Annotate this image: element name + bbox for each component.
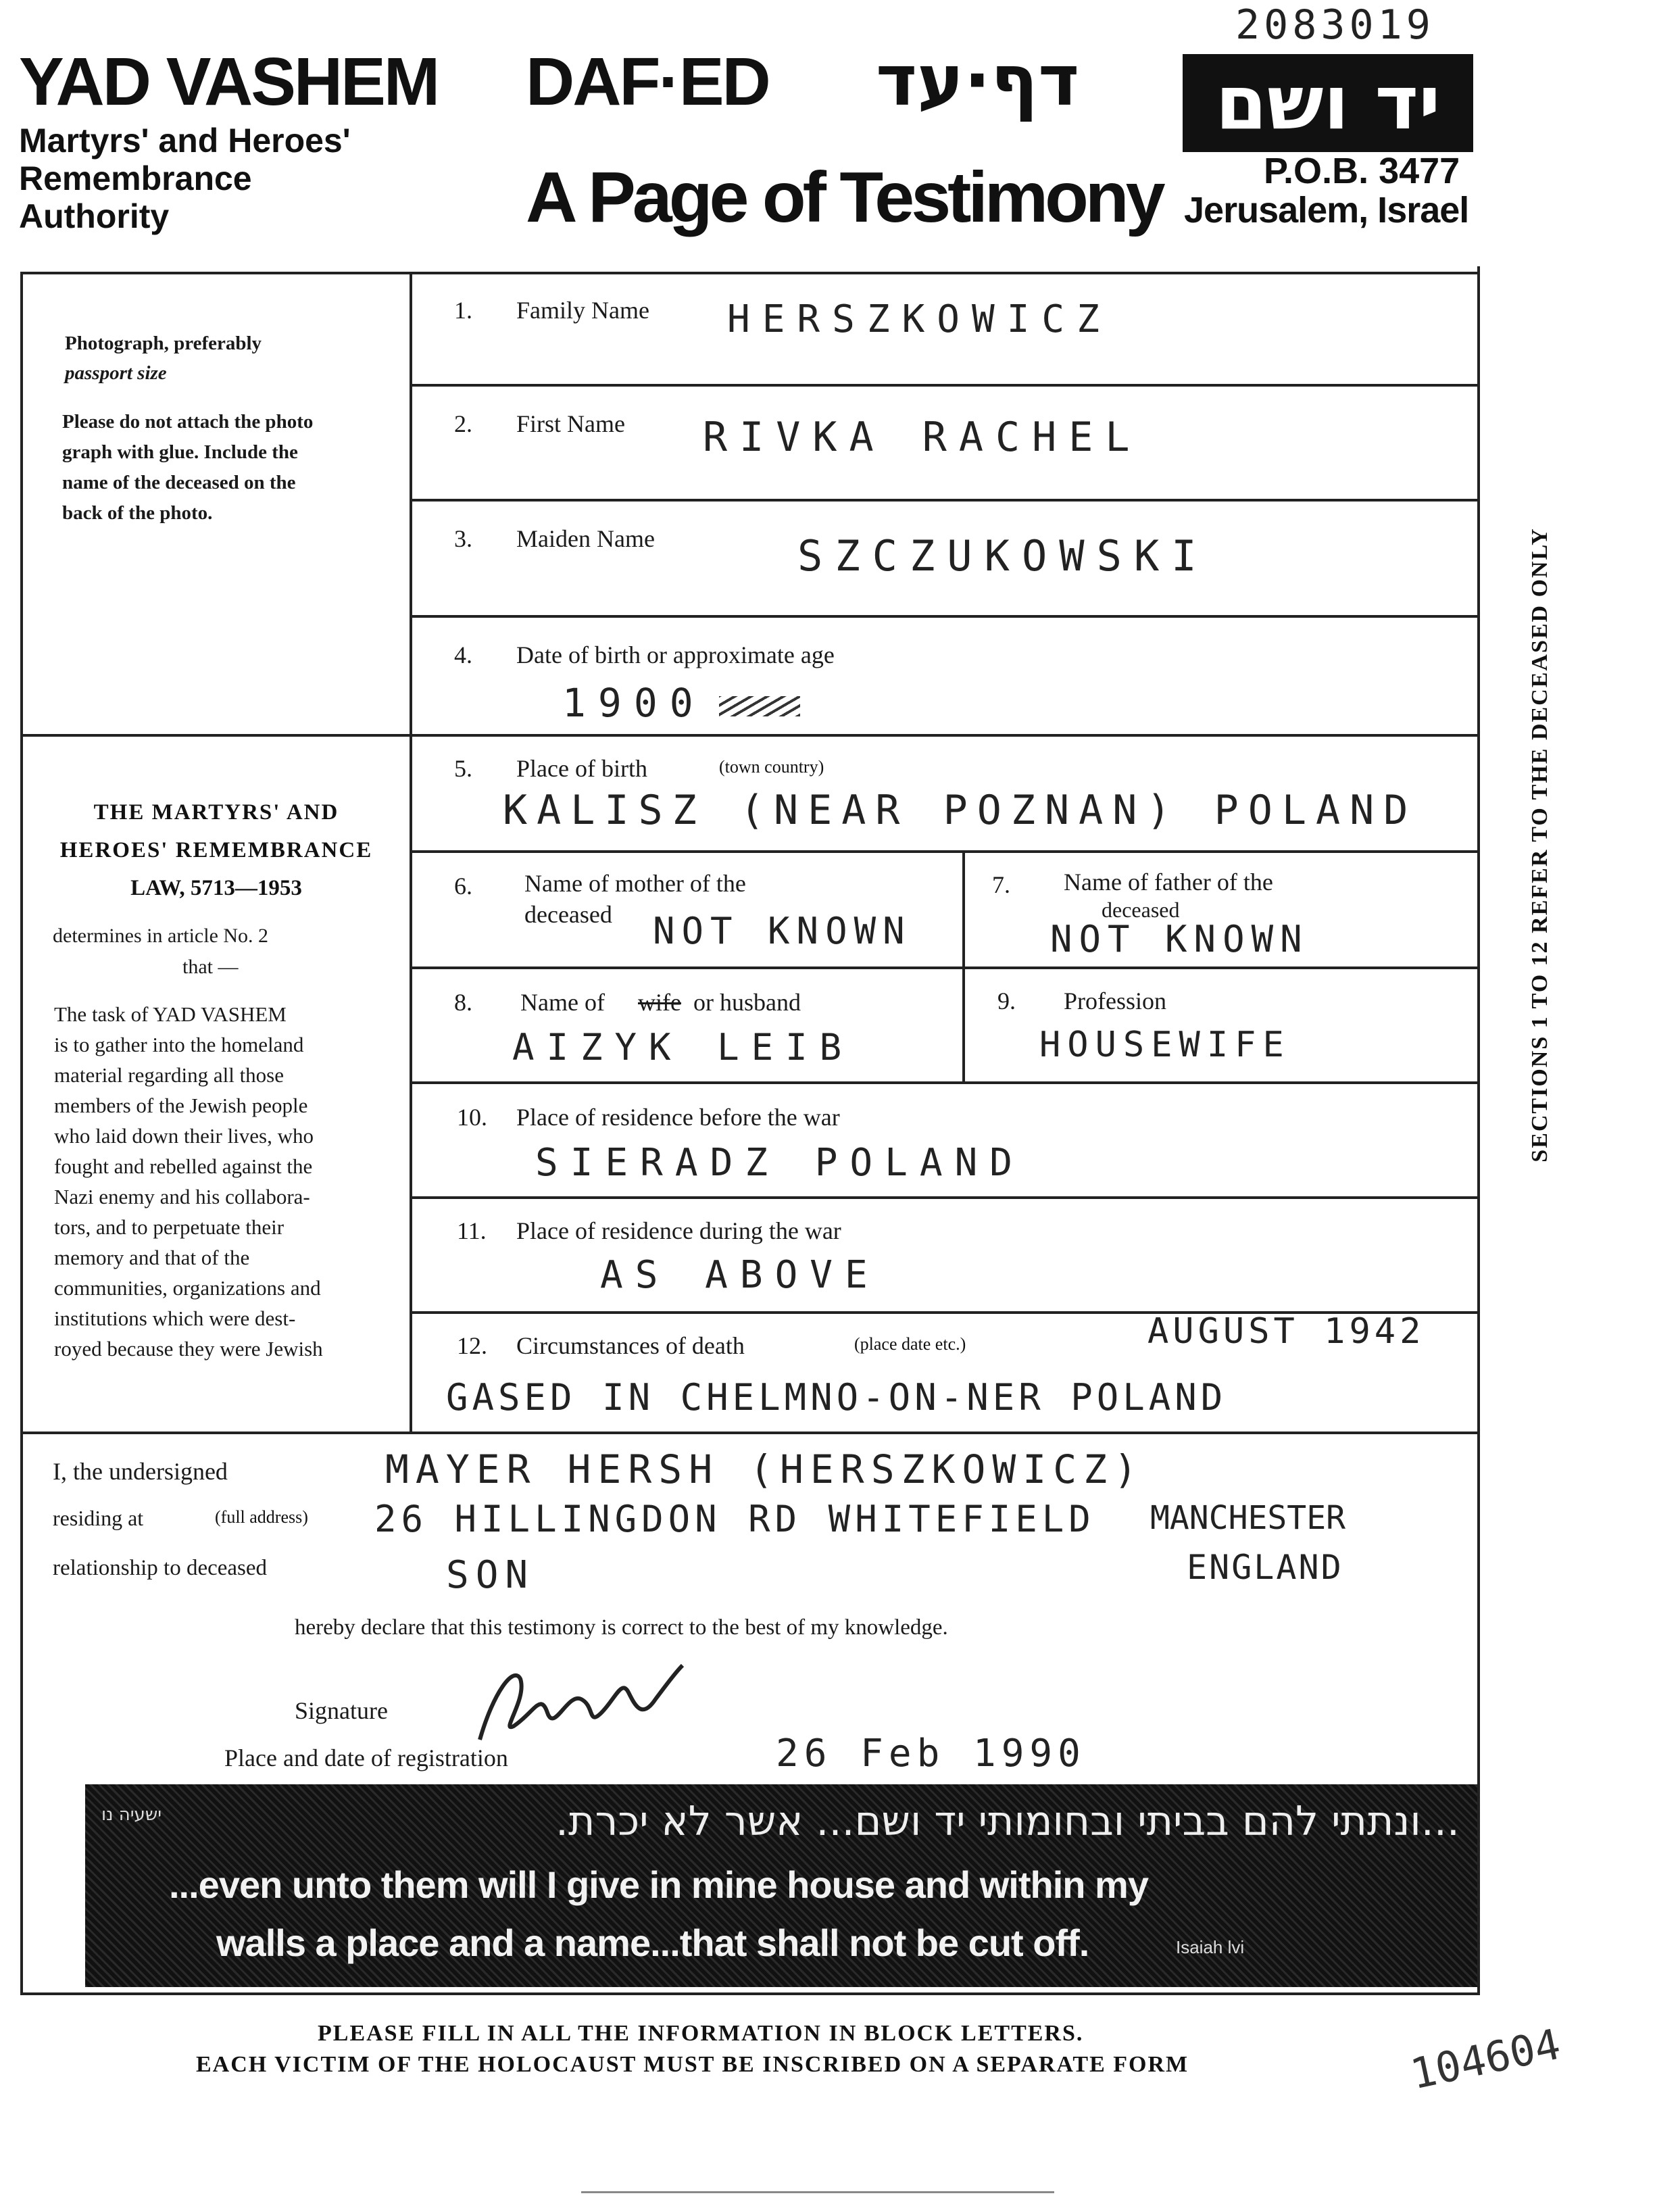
address-line-2: MANCHESTER: [1150, 1499, 1345, 1537]
address-line-3: ENGLAND: [1187, 1548, 1343, 1587]
field-6-label-2: deceased: [524, 901, 612, 928]
relationship-value: SON: [446, 1553, 535, 1597]
hebrew-logo: יד ושם: [1215, 59, 1441, 146]
split-divider: [962, 850, 965, 1081]
place-date-label: Place and date of registration: [224, 1744, 508, 1771]
signature-label: Signature: [295, 1697, 388, 1724]
field-11-number: 11.: [457, 1217, 487, 1244]
org-name: YAD VASHEM: [19, 44, 439, 120]
row-line: [410, 1196, 1477, 1199]
field-3-number: 3.: [454, 525, 472, 552]
banner-english-ref: Isaiah lvi: [1176, 1937, 1245, 1957]
field-7-label-1: Name of father of the: [1064, 868, 1273, 896]
photo-heading-1: Photograph, preferably: [65, 333, 262, 354]
field-4-label: Date of birth or approximate age: [516, 641, 835, 668]
row-line: [410, 850, 1477, 853]
death-date-value: AUGUST 1942: [1147, 1311, 1425, 1352]
law-body-7: Nazi enemy and his collabora-: [54, 1185, 310, 1208]
photo-instruction-2: graph with glue. Include the: [62, 441, 298, 463]
residence-during-value: AS ABOVE: [600, 1253, 880, 1297]
law-body-9: memory and that of the: [54, 1246, 250, 1269]
org-subtitle-1: Martyrs' and Heroes': [19, 122, 351, 160]
form-section-bottom: [20, 1432, 1480, 1434]
field-8-label-b: or husband: [693, 989, 801, 1016]
undersigned-value: MAYER HERSH (HERSZKOWICZ): [385, 1446, 1144, 1492]
field-10-label: Place of residence before the war: [516, 1104, 840, 1131]
father-name-value: NOT KNOWN: [1050, 918, 1309, 960]
field-8-number: 8.: [454, 989, 472, 1016]
row-line: [410, 967, 1477, 969]
form-right-border: [1477, 266, 1480, 1995]
banner-hebrew-ref: ישעיה נו: [101, 1805, 162, 1825]
scan-line-bottom: [581, 2191, 1054, 2193]
document-number-top: 2083019: [1235, 1, 1435, 49]
document-number-bottom: 104604: [1406, 2019, 1565, 2099]
field-6-number: 6.: [454, 873, 472, 900]
field-3-label: Maiden Name: [516, 525, 655, 552]
photo-instruction-4: back of the photo.: [62, 502, 213, 524]
law-that: that —: [182, 956, 239, 978]
place-date-value: 26 Feb 1990: [776, 1732, 1086, 1776]
death-circumstances-value: GASED IN CHELMNO-ON-NER POLAND: [446, 1376, 1227, 1419]
law-title-3: LAW, 5713—1953: [130, 876, 302, 900]
spouse-name-value: AIZYK LEIB: [512, 1026, 854, 1069]
side-note: SECTIONS 1 TO 12 REFER TO THE DECEASED ONLY: [1527, 527, 1552, 1163]
row-line: [410, 734, 1477, 737]
daf-ed-title: DAF·ED: [526, 44, 769, 120]
left-panel-divider: [20, 734, 412, 737]
org-subtitle-2: Remembrance: [19, 160, 252, 197]
field-5-number: 5.: [454, 755, 472, 782]
field-7-number: 7.: [992, 871, 1010, 898]
footer-line-1: PLEASE FILL IN ALL THE INFORMATION IN BLOCK LETTERS.: [318, 2021, 1084, 2046]
law-body-2: is to gather into the homeland: [54, 1033, 304, 1056]
law-body-11: institutions which were dest-: [54, 1306, 296, 1330]
footer-line-2: EACH VICTIM OF THE HOLOCAUST MUST BE INSCRIBED ON A SEPARATE FORM: [196, 2052, 1189, 2077]
banner-hebrew: ...ונתתי להם בביתי ובחומותי יד ושם... אשר לא יכרת.: [555, 1798, 1460, 1845]
law-body-3: material regarding all those: [54, 1063, 285, 1087]
law-body-8: tors, and to perpetuate their: [54, 1215, 285, 1239]
residing-label: residing at: [53, 1506, 144, 1530]
field-6-label-1: Name of mother of the: [524, 870, 746, 897]
field-10-number: 10.: [457, 1104, 487, 1131]
form-top-border: [20, 272, 1480, 274]
undersigned-label: I, the undersigned: [53, 1458, 228, 1485]
maiden-name-value: SZCZUKOWSKI: [797, 531, 1209, 581]
law-body-10: communities, organizations and: [54, 1276, 321, 1300]
field-8-label-strike: wife: [638, 989, 681, 1016]
form-left-border: [20, 272, 23, 1995]
field-1-label: Family Name: [516, 297, 649, 324]
field-7-label-2: deceased: [1102, 898, 1180, 922]
field-1-number: 1.: [454, 297, 472, 324]
hebrew-daf-ed: דף·עד: [876, 39, 1080, 122]
field-2-label: First Name: [516, 410, 625, 437]
field-8-label-a: Name of: [520, 989, 605, 1016]
law-body-1: The task of YAD VASHEM: [54, 1002, 287, 1026]
birth-place-value: KALISZ (NEAR POZNAN) POLAND: [503, 787, 1418, 834]
banner-english-2: walls a place and a name...that shall not be cut off.: [216, 1922, 1089, 1964]
photo-instruction-3: name of the deceased on the: [62, 472, 296, 493]
field-2-number: 2.: [454, 410, 472, 437]
city: Jerusalem, Israel: [1184, 190, 1469, 230]
mother-name-value: NOT KNOWN: [653, 910, 912, 952]
first-name-value: RIVKA RACHEL: [703, 414, 1142, 461]
birth-date-value: 1900: [562, 680, 706, 726]
field-12-label: Circumstances of death: [516, 1332, 745, 1359]
law-body-5: who laid down their lives, who: [54, 1124, 314, 1148]
law-body-6: fought and rebelled against the: [54, 1154, 313, 1178]
row-line: [410, 499, 1477, 501]
row-line: [410, 1081, 1477, 1084]
field-9-label: Profession: [1064, 987, 1166, 1014]
residing-sublabel: (full address): [215, 1507, 308, 1527]
page-title: A Page of Testimony: [526, 157, 1162, 237]
org-subtitle-3: Authority: [19, 197, 170, 235]
declaration-statement: hereby declare that this testimony is correct to the best of my knowledge.: [295, 1615, 948, 1640]
scribble-mark: [719, 696, 800, 716]
profession-value: HOUSEWIFE: [1039, 1025, 1291, 1065]
row-line: [410, 615, 1477, 618]
banner-bottom-line: [20, 1992, 1480, 1995]
field-11-label: Place of residence during the war: [516, 1217, 841, 1244]
field-12-sublabel: (place date etc.): [854, 1334, 966, 1354]
family-name-value: HERSZKOWICZ: [727, 297, 1112, 341]
field-5-sublabel: (town country): [719, 757, 824, 777]
banner-english-1: ...even unto them will I give in mine house and within my: [169, 1863, 1148, 1906]
pob: P.O.B. 3477: [1264, 151, 1460, 191]
law-title-1: THE MARTYRS' AND: [93, 800, 339, 825]
relationship-label: relationship to deceased: [53, 1556, 268, 1580]
photo-instruction-1: Please do not attach the photo: [62, 411, 314, 433]
law-determines: determines in article No. 2: [53, 925, 269, 947]
field-4-number: 4.: [454, 641, 472, 668]
address-line-1: 26 HILLINGDON RD WHITEFIELD: [374, 1498, 1095, 1540]
field-5-label: Place of birth: [516, 755, 647, 782]
law-title-2: HEROES' REMEMBRANCE: [59, 838, 373, 862]
photo-heading-2: passport size: [65, 362, 167, 384]
law-body-12: royed because they were Jewish: [54, 1337, 323, 1361]
residence-before-value: SIERADZ POLAND: [535, 1141, 1025, 1185]
field-12-number: 12.: [457, 1332, 487, 1359]
law-body-4: members of the Jewish people: [54, 1094, 308, 1117]
row-line: [410, 384, 1477, 387]
field-9-number: 9.: [997, 987, 1016, 1014]
